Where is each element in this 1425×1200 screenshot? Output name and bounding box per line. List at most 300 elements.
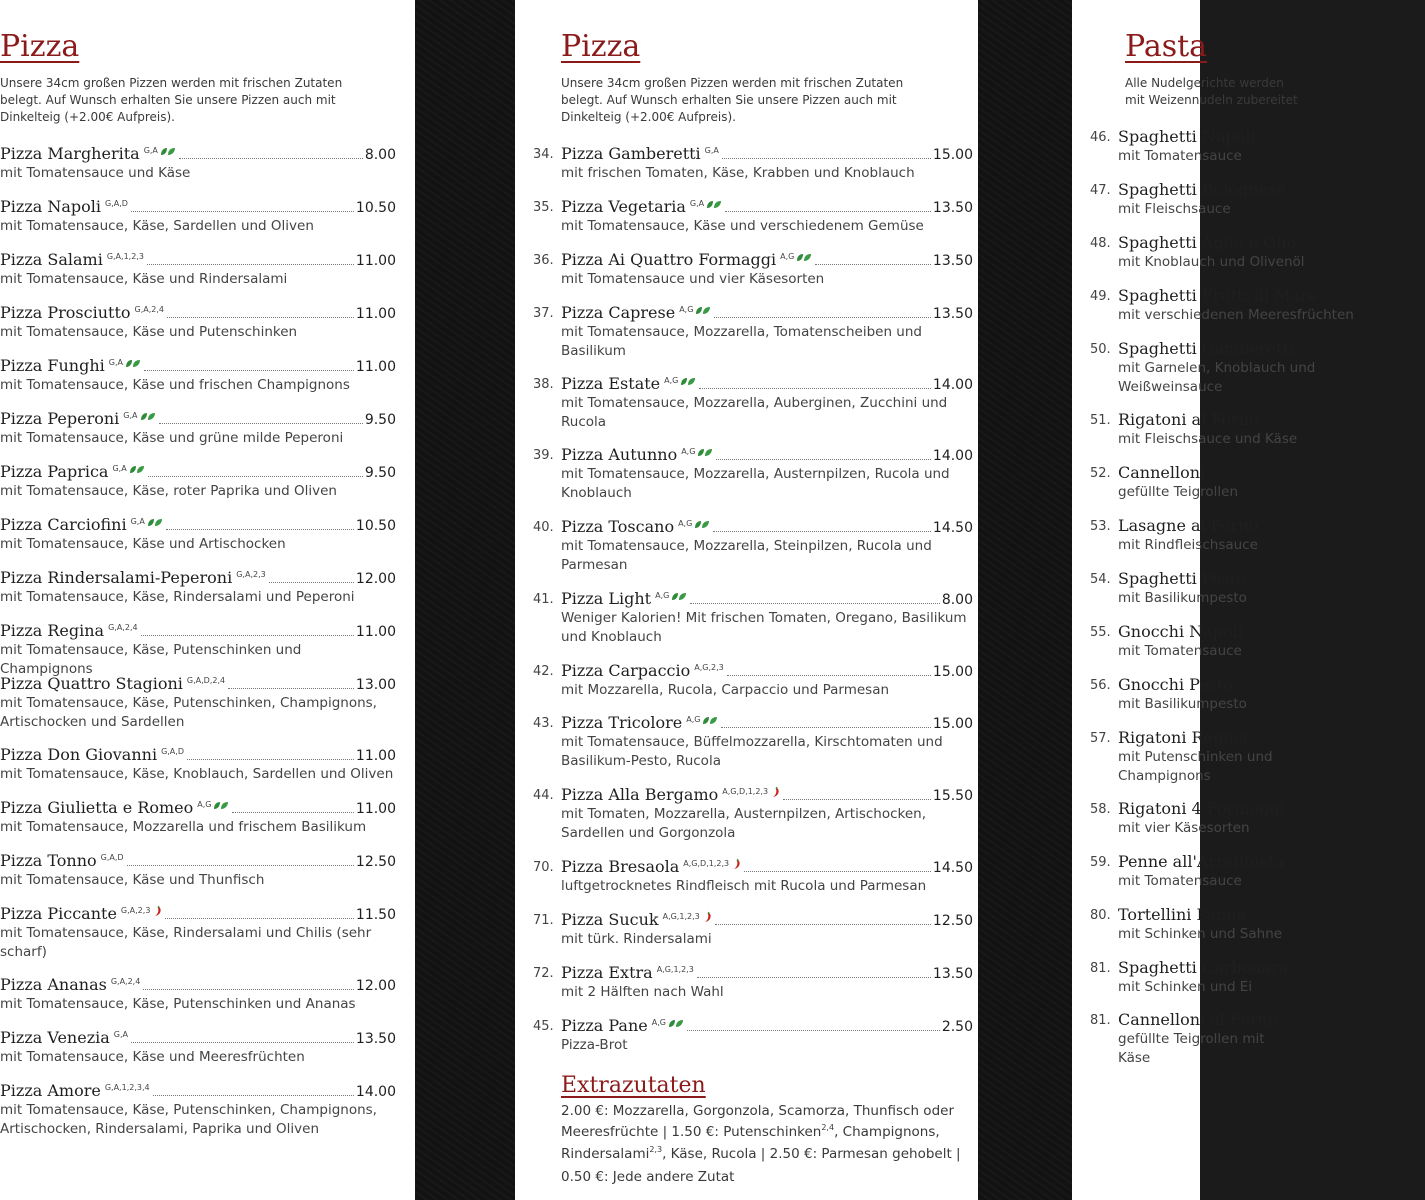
item-name: Pizza Paprica [0,462,109,481]
item-price: 13.00 [355,677,396,693]
item-name: Gnocchi Pesto [1118,675,1233,694]
menu-item [1090,127,1390,166]
item-description: mit Tomatensauce [1118,148,1242,164]
menu-item [533,1016,973,1055]
item-name-line [0,745,396,764]
menu-item [1090,622,1390,661]
item-price: 13.50 [355,1031,396,1047]
item-description: mit Tomatensauce, Käse und Thunfisch [0,872,265,888]
item-description: mit Tomatensauce, Mozzarella, Auberginen, Zucchini und Rucola [561,395,948,430]
item-description: mit Putenschinken und Champignons [1118,749,1273,784]
item-name-line [1118,728,1390,747]
item-description: mit Garnelen, Knoblauch und Weißweinsauce [1118,360,1316,395]
item-name-line [1118,516,1390,535]
item-price: 11.00 [355,359,396,375]
item-name-line [561,910,973,929]
item-price: 15.50 [932,788,973,804]
dot-leader [783,799,931,800]
item-description: mit 2 Hälften nach Wahl [561,984,724,1000]
item-number: 56. [1090,678,1111,693]
menu-item [533,303,973,361]
menu-item [0,975,396,1014]
menu-item [0,356,396,395]
section-intro: Unsere 34cm großen Pizzen werden mit frischen Zutaten belegt. Auf Wunsch erhalten Sie unsere Pizzen auch mit Dinkelteig (+2.00€ Aufpreis). [561,76,904,124]
vegetarian-leaf-icon [702,710,718,729]
item-description: mit Schinken und Sahne [1118,926,1283,942]
allergen-codes: G,A,D [161,747,184,756]
dot-leader [141,635,354,636]
menu-item [1090,1010,1390,1068]
vegetarian-leaf-icon [796,247,812,266]
item-number: 72. [533,966,554,981]
allergen-codes: A,G [655,591,670,600]
allergen-codes: A,G [681,447,696,456]
item-number: 39. [533,448,554,463]
menu-item [0,462,396,501]
allergen-codes: A,G [651,1018,666,1027]
dot-leader [143,989,354,990]
menu-item [533,910,973,949]
dot-leader [713,531,931,532]
item-name: Spaghetti Pesto [1118,569,1246,588]
vegetarian-leaf-icon [668,1013,684,1032]
item-name-line [0,904,396,923]
item-description: mit Mozzarella, Rucola, Carpaccio und Parmesan [561,682,890,698]
item-name: Pizza Amore [0,1081,101,1100]
item-name: Spaghetti Carbonara [1118,958,1289,977]
item-name: Spaghetti Aglio e Olio [1118,233,1297,252]
item-price: 12.50 [932,913,973,929]
item-name: Pizza Margherita [0,144,140,163]
extras-text-part: , Käse, Rucola | 2.50 €: Parmesan gehobelt | 0.50 €: Jede andere Zutat [561,1146,961,1185]
vegetarian-leaf-icon [140,406,156,425]
menu-item [533,857,973,896]
dot-leader [166,529,354,530]
item-description: mit Tomatensauce, Käse, Putenschinken, Champignons, Artischocken und Sardellen [0,695,377,730]
dot-leader [715,924,931,925]
item-price: 12.00 [355,978,396,994]
allergen-codes: A,G [686,715,701,724]
allergen-codes: G,A,2,4 [108,623,138,632]
item-number: 35. [533,200,554,215]
item-name: Penne all'Arrabbiata [1118,852,1285,871]
item-number: 53. [1090,519,1111,534]
item-number: 80. [1090,908,1111,923]
menu-panel-pizza-1 [0,0,415,1200]
vegetarian-leaf-icon [671,586,687,605]
item-name-line [561,374,973,393]
item-description: mit Tomatensauce, Käse und Artischocken [0,536,286,552]
item-name-line [0,144,396,163]
item-name: Pizza Vegetaria [561,197,686,216]
item-name-line [561,589,973,608]
item-name-line [1118,410,1390,429]
item-description: Weniger Kalorien! Mit frischen Tomaten, Oregano, Basilikum und Knoblauch [561,610,967,645]
item-description: mit Tomatensauce, Käse, Putenschinken und Ananas [0,996,356,1012]
item-price: 11.00 [355,253,396,269]
item-name: Pizza Gamberetti [561,144,701,163]
item-name-line [1118,852,1390,871]
item-name-line [1118,569,1390,588]
item-name-line [1118,180,1390,199]
menu-panel-pasta [1072,0,1354,1200]
vegetarian-leaf-icon [213,795,229,814]
item-name: Pizza Piccante [0,904,117,923]
item-name: Rigatoni Regina [1118,728,1249,747]
dot-leader [699,388,931,389]
allergen-codes: A,G,1,2,3 [662,912,700,921]
item-description: mit Tomatensauce [1118,643,1242,659]
menu-item [1090,728,1390,786]
item-name: Tortellini Panna [1118,905,1247,924]
item-name-line [0,1028,396,1047]
item-name-line [1118,675,1390,694]
item-price: 12.50 [355,854,396,870]
menu-item [533,713,973,771]
allergen-codes: A,G [664,376,679,385]
item-number: 71. [533,913,554,928]
menu-item [533,785,973,843]
dot-leader [744,871,931,872]
menu-item [0,1081,396,1139]
item-description: mit Tomatensauce, Käse, Rindersalami und Chilis (sehr scharf) [0,925,372,960]
allergen-codes: G,A,D [100,853,124,862]
menu-item [533,144,973,183]
item-name: Pizza Sucuk [561,910,659,929]
menu-item [1090,799,1390,838]
item-number: 41. [533,592,554,607]
item-price: 15.00 [932,716,973,732]
menu-item [0,250,396,289]
vegetarian-leaf-icon [125,353,141,372]
item-name-line [561,197,973,216]
item-description: mit Tomatensauce, Käse und Putenschinken [0,324,298,340]
section-intro: Alle Nudelgerichte werden mit Weizennudeln zubereitet [1125,76,1298,107]
allergen-codes: G,A [704,146,719,155]
dot-leader [687,1030,940,1031]
item-name: Pizza Ananas [0,975,107,994]
menu-item [1090,852,1390,891]
item-description: mit Tomatensauce, Käse, Rindersalami und Peperoni [0,589,355,605]
menu-item [0,745,396,784]
item-description: mit Tomatensauce, Käse, roter Paprika und Oliven [0,483,337,499]
menu-item [0,515,396,554]
dot-leader [179,158,363,159]
item-name: Gnocchi Napoli [1118,622,1243,641]
menu-item [533,197,973,236]
chili-pepper-icon [153,902,162,921]
item-number: 47. [1090,183,1111,198]
section-title: Pasta [1125,29,1208,64]
menu-item [1090,675,1390,714]
item-name: Lasagne al Forno [1118,516,1259,535]
item-description: mit Tomatensauce, Büffelmozzarella, Kirschtomaten und Basilikum-Pesto, Rucola [561,734,943,769]
menu-item [1090,905,1390,944]
item-price: 13.50 [932,253,973,269]
item-price: 15.00 [932,147,973,163]
item-name-line [0,515,396,534]
item-description: gefüllte Teigrollen [1118,484,1239,500]
item-description: mit vier Käsesorten [1118,820,1250,836]
item-description: mit Tomatensauce, Käse, Sardellen und Oliven [0,218,314,234]
dot-leader [147,264,354,265]
item-name-line [561,785,973,804]
extras-text [561,1101,961,1187]
item-price: 14.50 [932,520,973,536]
item-description: mit Tomatensauce, Käse und frischen Champignons [0,377,350,393]
extras-allergen: 2,4 [821,1122,835,1132]
menu-item [0,1028,396,1067]
allergen-codes: G,A [123,411,138,420]
item-name-line [0,1081,396,1100]
dot-leader [144,370,354,371]
item-name: Pizza Peperoni [0,409,120,428]
menu-item [1090,410,1390,449]
allergen-codes: G,A [130,517,145,526]
item-name: Spaghetti Bolognese [1118,180,1286,199]
item-price: 15.00 [932,664,973,680]
item-name-line [561,661,973,680]
menu-item [533,250,973,289]
item-description: mit Tomaten, Mozzarella, Austernpilzen, Artischocken, Sardellen und Gorgonzola [561,806,927,841]
item-name-line [561,144,973,163]
item-description: gefüllte Teigrollen mit Käse [1118,1031,1265,1066]
item-name-line [0,851,396,870]
item-name: Pizza Toscano [561,517,675,536]
item-description: mit Tomatensauce und vier Käsesorten [561,271,825,287]
item-name: Rigatoni 4 Formaggi [1118,799,1285,818]
allergen-codes: A,G [197,800,212,809]
item-name: Pizza Estate [561,374,661,393]
allergen-codes: G,A,1,2,3,4 [104,1083,150,1092]
item-name-line [0,568,396,587]
item-description: mit Rindfleischsauce [1118,537,1258,553]
item-name-line [1118,799,1390,818]
allergen-codes: A,G [780,252,795,261]
menu-item [0,674,396,732]
vegetarian-leaf-icon [129,459,145,478]
item-description: mit Tomatensauce, Mozzarella, Steinpilzen, Rucola und Parmesan [561,538,932,573]
item-name: Pizza Pane [561,1016,648,1035]
item-name-line [1118,622,1390,641]
allergen-codes: G,A [112,464,127,473]
section-title: Pizza [0,29,80,64]
item-description: mit Basilikumpesto [1118,590,1247,606]
item-name-line [0,303,396,322]
item-description: mit Tomatensauce, Käse und grüne milde Peperoni [0,430,344,446]
item-number: 59. [1090,855,1111,870]
item-name-line [561,445,973,464]
menu-item [0,621,396,679]
allergen-codes: A,G,1,2,3 [656,965,694,974]
allergen-codes: A,G,D,1,2,3 [683,859,730,868]
vegetarian-leaf-icon [706,194,722,213]
allergen-codes: G,A [113,1030,128,1039]
extras-text-part: , Champignons, Rindersalami [561,1123,940,1162]
item-price: 10.50 [355,200,396,216]
item-price: 11.00 [355,624,396,640]
item-price: 11.00 [355,748,396,764]
menu-item [1090,286,1390,325]
item-price: 14.00 [932,448,973,464]
menu-item [0,144,396,183]
dot-leader [167,317,354,318]
item-description: mit Tomatensauce, Mozzarella und frischem Basilikum [0,819,367,835]
item-name: Pizza Napoli [0,197,102,216]
item-number: 38. [533,377,554,392]
menu-item [0,197,396,236]
item-description: mit verschiedenen Meeresfrüchten [1118,307,1354,323]
item-description: mit Tomatensauce, Käse und verschiedenem Gemüse [561,218,924,234]
slate-background-stripe [415,0,515,1200]
vegetarian-leaf-icon [697,442,713,461]
dot-leader [127,865,354,866]
item-description: mit Tomatensauce und Käse [0,165,191,181]
item-price: 8.00 [941,592,973,608]
item-description: mit türk. Rindersalami [561,931,712,947]
item-name: Spaghetti Gamberetti [1118,339,1295,358]
vegetarian-leaf-icon [694,514,710,533]
menu-item [1090,339,1390,397]
chili-pepper-icon [732,855,741,874]
item-number: 36. [533,253,554,268]
item-price: 11.00 [355,306,396,322]
dot-leader [131,211,354,212]
item-name: Cannelloni [1118,463,1206,482]
item-number: 51. [1090,413,1111,428]
item-description: mit Basilikumpesto [1118,696,1247,712]
menu-item [1090,958,1390,997]
item-description: mit frischen Tomaten, Käse, Krabben und Knoblauch [561,165,915,181]
item-number: 46. [1090,130,1111,145]
menu-item [0,409,396,448]
menu-item [533,661,973,700]
item-name-line [0,975,396,994]
vegetarian-leaf-icon [695,300,711,319]
dot-leader [815,264,931,265]
allergen-codes: A,G,2,3 [694,663,724,672]
item-description: mit Fleischsauce und Käse [1118,431,1298,447]
vegetarian-leaf-icon [147,512,163,531]
item-price: 9.50 [364,465,396,481]
item-number: 70. [533,860,554,875]
item-name: Pizza Carciofini [0,515,127,534]
item-name: Pizza Prosciutto [0,303,131,322]
item-description: mit Tomatensauce, Käse, Knoblauch, Sardellen und Oliven [0,766,394,782]
allergen-codes: A,G [679,305,694,314]
dot-leader [131,1042,354,1043]
item-number: 34. [533,147,554,162]
section-title: Pizza [561,29,641,64]
allergen-codes: G,A,D,2,4 [186,676,226,685]
item-price: 14.00 [355,1084,396,1100]
menu-item [0,904,396,962]
dot-leader [232,812,353,813]
item-description: mit Schinken und Ei [1118,979,1253,995]
item-number: 44. [533,788,554,803]
item-price: 14.50 [932,860,973,876]
dot-leader [690,603,940,604]
chili-pepper-icon [703,908,712,927]
item-name: Pizza Funghi [0,356,105,375]
allergen-codes: G,A,D [105,199,128,208]
item-price: 14.00 [932,377,973,393]
item-description: mit Tomatensauce, Käse, Putenschinken, Champignons, Artischocken, Rindersalami, Paprika und Oliven [0,1102,377,1137]
item-name-line [0,674,396,693]
vegetarian-leaf-icon [160,141,176,160]
menu-panel-pizza-2 [515,0,978,1200]
item-name: Pizza Rindersalami-Peperoni [0,568,233,587]
item-description: mit Tomatensauce, Mozzarella, Tomatenscheiben und Basilikum [561,324,922,359]
item-name: Pizza Regina [0,621,105,640]
menu-item [1090,180,1390,219]
item-description: mit Knoblauch und Olivenöl [1118,254,1305,270]
item-number: 57. [1090,731,1111,746]
allergen-codes: G,A [689,199,705,208]
item-name: Rigatoni al Forno [1118,410,1259,429]
item-number: 81. [1090,961,1111,976]
item-name: Pizza Tonno [0,851,97,870]
item-name: Pizza Quattro Stagioni [0,674,183,693]
dot-leader [727,675,931,676]
item-description: mit Tomatensauce [1118,873,1242,889]
item-name: Pizza Autunno [561,445,678,464]
menu-item [1090,516,1390,555]
item-name-line [561,303,973,322]
item-price: 13.50 [932,200,973,216]
menu-item [0,303,396,342]
item-name: Pizza Tricolore [561,713,683,732]
dot-leader [714,317,931,318]
allergen-codes: G,A,2,3 [236,570,266,579]
item-name-line [1118,905,1390,924]
item-name-line [0,197,396,216]
chili-pepper-icon [771,783,780,802]
item-name: Spaghetti Frutti di Mare [1118,286,1318,305]
menu-item [0,568,396,607]
item-name: Pizza Venezia [0,1028,110,1047]
item-price: 2.50 [941,1019,973,1035]
menu-item [533,589,973,647]
menu-item [1090,569,1390,608]
item-name-line [1118,286,1390,305]
vegetarian-leaf-icon [680,371,696,390]
menu-item [1090,463,1390,502]
item-price: 13.50 [932,966,973,982]
item-description: mit Tomatensauce, Käse, Putenschinken und Champignons [0,642,302,677]
item-number: 54. [1090,572,1111,587]
item-price: 10.50 [355,518,396,534]
dot-leader [148,476,363,477]
item-number: 42. [533,664,554,679]
item-number: 52. [1090,466,1111,481]
allergen-codes: G,A [108,358,123,367]
item-price: 11.00 [355,801,396,817]
item-price: 11.50 [355,907,396,923]
item-name: Pizza Ai Quattro Formaggi [561,250,777,269]
item-name-line [1118,463,1390,482]
extras-allergen: 2,3 [649,1145,663,1154]
dot-leader [269,582,354,583]
section-intro: Unsere 34cm großen Pizzen werden mit frischen Zutaten belegt. Auf Wunsch erhalten Sie unsere Pizzen auch mit Dinkelteig (+2.00€ Aufpreis). [0,76,343,124]
item-name-line [0,356,396,375]
menu-item [533,963,973,1002]
item-name-line [1118,339,1390,358]
item-name: Pizza Extra [561,963,653,982]
item-number: 45. [533,1019,554,1034]
item-name-line [0,798,396,817]
item-name-line [561,1016,973,1035]
